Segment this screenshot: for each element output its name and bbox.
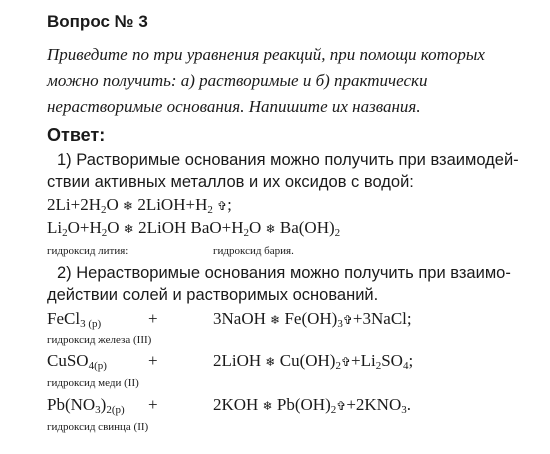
part2-line-2: действии солей и растворимых оснований.	[47, 286, 379, 304]
name-lithium-hydroxide: гидроксид лития:	[47, 245, 129, 257]
equation-lead-nitrate-left: $Pb(NO_3)_{2(р)}$	[47, 395, 125, 416]
equation-copper-sulfate-left: CuSO$_{4(р)}$	[47, 351, 107, 372]
reaction-symbol: ❄	[265, 222, 276, 236]
part2-line-1: 2) Нерастворимые основания можно получить при взаимо-	[57, 264, 511, 282]
reaction-symbol: ❄	[123, 222, 134, 236]
name-lead-hydroxide: гидроксид свинца (II)	[47, 421, 149, 433]
part1-line-2: ствии активных металлов и их оксидов с водой:	[47, 173, 414, 191]
name-barium-hydroxide: гидроксид бария.	[213, 245, 294, 257]
equation-copper-sulfate-right: 2LiOH ❄ $Cu(OH)_2✞+Li_2SO_4$;	[213, 351, 414, 372]
name-copper-hydroxide: гидроксид меди (II)	[47, 377, 139, 389]
gas-arrow-icon: ✞	[217, 199, 228, 213]
precipitate-arrow-icon: ✞	[340, 355, 352, 369]
plus-sign: +	[148, 395, 158, 414]
answer-heading: Ответ:	[47, 125, 106, 145]
equation-lithium-water: $2Li+2H_2O$ ❄ $2LiOH+H_2$ ✞;	[47, 195, 232, 216]
equation-iron-chloride-left: FeCl$_{3 (р)}$	[47, 309, 102, 330]
equation-iron-chloride-right: 3NaOH ❄ $Fe(OH)_3✞+3NaCl$;	[213, 309, 412, 330]
reaction-symbol: ❄	[262, 399, 273, 413]
reaction-symbol: ❄	[270, 313, 281, 327]
precipitate-arrow-icon: ✞	[342, 313, 353, 327]
part1-line-1: 1) Растворимые основания можно получить при взаимодей-	[57, 151, 519, 169]
question-line-2: можно получить: а) растворимые и б) практически	[47, 71, 428, 90]
equation-oxides-water: $Li_2O+H_2O$ ❄ 2LiOH $BaO+H_2O$ ❄ $Ba(OH)_2$	[47, 218, 341, 239]
reaction-symbol: ❄	[265, 355, 276, 369]
question-heading: Вопрос № 3	[47, 12, 148, 31]
question-line-1: Приведите по три уравнения реакций, при помощи которых	[47, 45, 485, 64]
equation-lead-nitrate-right: 2KOH ❄ $Pb(OH)_2✞+2KNO_3$.	[213, 395, 411, 416]
question-line-3: нерастворимые основания. Напишите их названия.	[47, 97, 421, 116]
precipitate-arrow-icon: ✞	[336, 399, 347, 413]
plus-sign: +	[148, 351, 158, 370]
reaction-symbol: ❄	[123, 199, 134, 213]
plus-sign: +	[148, 309, 158, 328]
name-iron-hydroxide: гидроксид железа (III)	[47, 334, 152, 346]
